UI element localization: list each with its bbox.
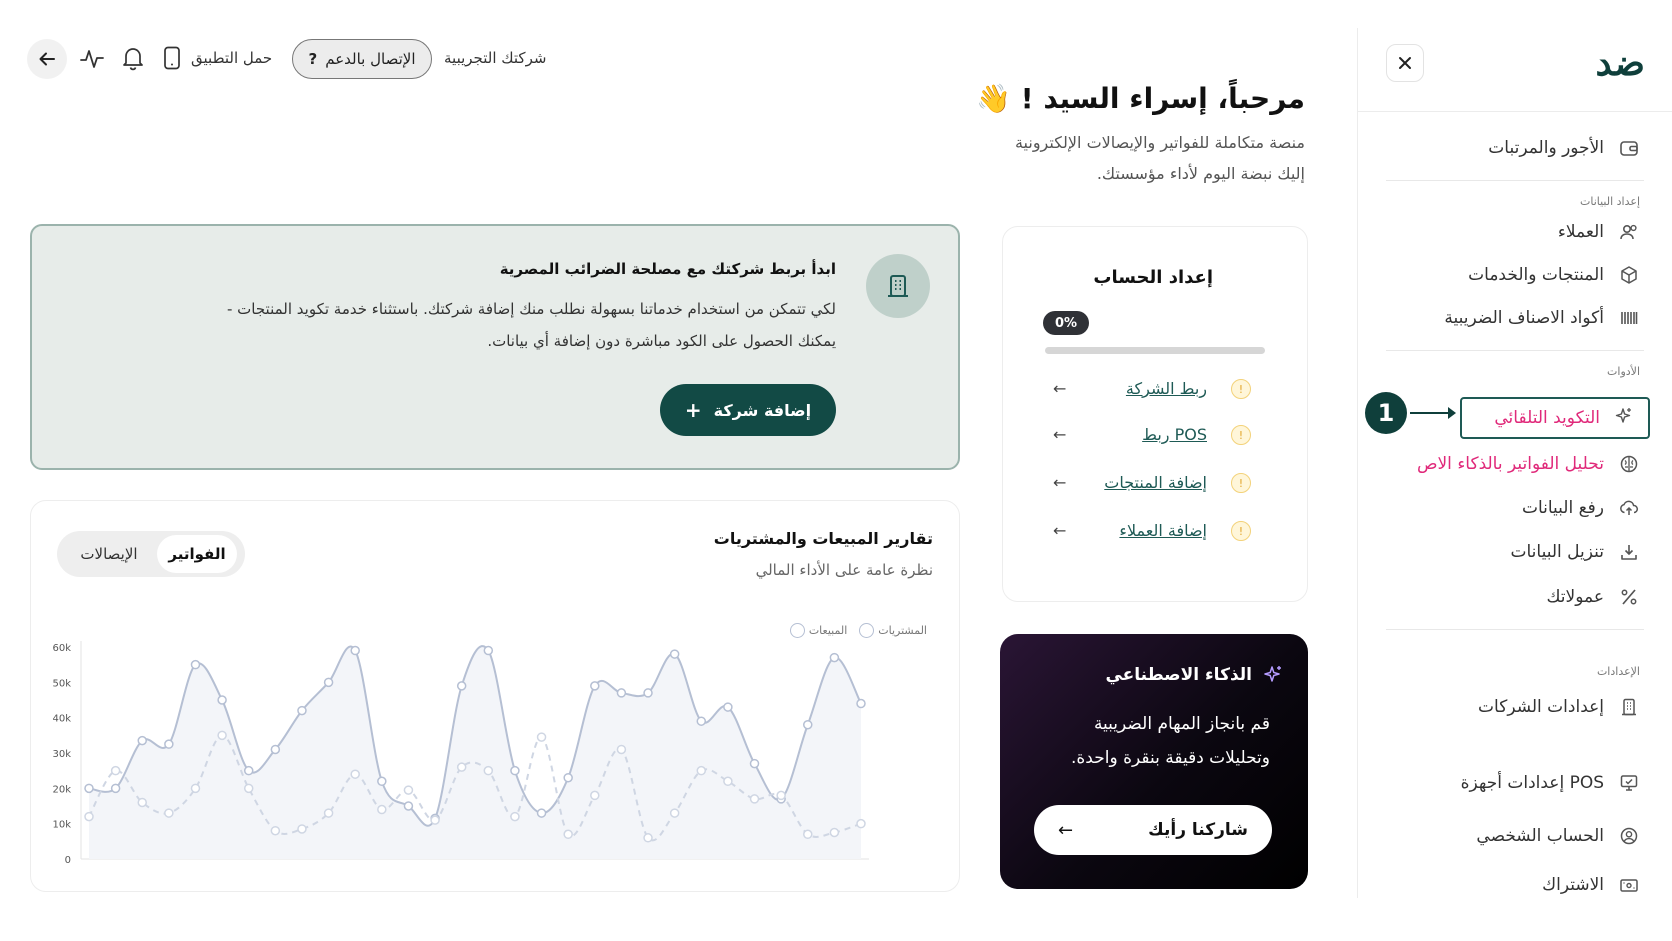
- question-icon: ?: [308, 50, 318, 68]
- data-point: [138, 737, 146, 745]
- data-point: [564, 774, 572, 782]
- data-point: [671, 809, 679, 817]
- data-point: [218, 731, 226, 739]
- download-icon: [1618, 541, 1640, 563]
- data-point: [484, 767, 492, 775]
- sidebar-item-label: الاشتراك: [1542, 875, 1604, 895]
- arrow-left-icon: ←: [1053, 425, 1067, 444]
- logo[interactable]: ضد: [1595, 42, 1645, 84]
- ai-card-title: الذكاء الاصطناعي: [1105, 665, 1252, 685]
- sidebar-item-label: الحساب الشخصي: [1476, 826, 1604, 846]
- sidebar-item-label: إعدادات الشركات: [1478, 697, 1604, 717]
- download-app-button[interactable]: [163, 46, 272, 70]
- back-button[interactable]: [27, 39, 67, 79]
- data-point: [724, 703, 732, 711]
- data-point: [644, 689, 652, 697]
- sidebar-item-label: تحليل الفواتير بالذكاء الاص: [1416, 454, 1604, 474]
- y-tick-label: 50k: [52, 678, 71, 690]
- phone-icon: [163, 46, 181, 70]
- data-point: [484, 647, 492, 655]
- data-point: [404, 802, 412, 810]
- sidebar-item-auto-coding[interactable]: [1460, 397, 1650, 439]
- data-point: [271, 745, 279, 753]
- arrow-left-icon: ←: [1053, 521, 1067, 540]
- data-point: [378, 777, 386, 785]
- banner-title: ابدأ بربط شركتك مع مصلحة الضرائب المصرية: [499, 260, 836, 278]
- series-area: [89, 646, 861, 859]
- tab-invoices[interactable]: الفواتير: [157, 535, 237, 573]
- activity-button[interactable]: [79, 46, 105, 76]
- data-point: [617, 689, 625, 697]
- download-app-label: حمل التطبيق: [191, 49, 273, 67]
- data-point: [85, 784, 93, 792]
- sidebar-item-label: المنتجات والخدمات: [1468, 265, 1604, 285]
- sparkle-icon: [1614, 406, 1634, 431]
- data-point: [857, 700, 865, 708]
- data-point: [325, 678, 333, 686]
- users-icon: [1618, 221, 1640, 243]
- data-point: [298, 825, 306, 833]
- data-point: [245, 767, 253, 775]
- activity-icon: [79, 46, 105, 72]
- step-label[interactable]: ربط POS: [1142, 425, 1207, 444]
- data-point: [830, 654, 838, 662]
- sales-chart: [31, 631, 931, 881]
- warning-icon: !: [1231, 473, 1251, 493]
- data-point: [458, 682, 466, 690]
- ai-card-title-row: [1105, 664, 1284, 686]
- y-tick-label: 60k: [52, 643, 71, 654]
- building-icon: [866, 254, 930, 318]
- sidebar-item-label: الأجور والمرتبات: [1488, 138, 1604, 158]
- data-point: [112, 767, 120, 775]
- sidebar-item-pos-settings[interactable]: [1461, 765, 1640, 801]
- data-point: [431, 816, 439, 824]
- add-company-label: إضافة شركة: [713, 400, 812, 420]
- share-feedback-button[interactable]: [1034, 805, 1272, 855]
- sidebar-item-label: التكويد التلقائي: [1494, 408, 1600, 428]
- report-title: تقارير المبيعات والمشتريات: [713, 529, 933, 548]
- warning-icon: !: [1231, 425, 1251, 445]
- banner-text-line-1: لكي تتمكن من استخدام خدماتنا بسهولة نطلب منك إضافة شركتك. باستثناء خدمة تكويد المنتجات -: [227, 300, 836, 318]
- data-point: [697, 717, 705, 725]
- close-icon: [1398, 56, 1412, 70]
- link-company-banner: [30, 224, 960, 470]
- close-sidebar-button[interactable]: [1386, 44, 1424, 82]
- data-point: [351, 770, 359, 778]
- sidebar-item-download-data[interactable]: [1510, 534, 1640, 570]
- company-switcher[interactable]: شركتك التجريبية: [444, 49, 547, 67]
- contact-support-label: الإتصال بالدعم: [325, 50, 416, 68]
- arrow-left-icon: ←: [1058, 819, 1074, 841]
- progress-bar: [1045, 347, 1265, 354]
- data-point: [511, 813, 519, 821]
- banner-text-line-2: يمكنك الحصول على الكود مباشرة دون إضافة أي بيانات.: [487, 332, 836, 350]
- data-point: [325, 809, 333, 817]
- box-icon: [1618, 264, 1640, 286]
- monitor-icon: [1618, 772, 1640, 794]
- plus-icon: +: [684, 398, 702, 422]
- data-point: [591, 791, 599, 799]
- wallet-icon: [1618, 137, 1640, 159]
- data-point: [112, 784, 120, 792]
- data-point: [298, 707, 306, 715]
- step-label[interactable]: إضافة العملاء: [1119, 521, 1207, 540]
- data-point: [564, 830, 572, 838]
- sidebar-item-label: عمولاتك: [1546, 587, 1604, 607]
- data-point: [617, 745, 625, 753]
- data-point: [404, 786, 412, 794]
- building-icon: [1618, 696, 1640, 718]
- welcome-subtitle-2: إليك نبضة اليوم لأداء مؤسستك.: [1096, 164, 1305, 183]
- ai-card: [1000, 634, 1308, 889]
- sidebar: [1357, 28, 1672, 898]
- warning-icon: !: [1231, 379, 1251, 399]
- sidebar-item-subscription[interactable]: [1542, 867, 1640, 903]
- arrow-left-icon: [38, 50, 56, 68]
- sidebar-header: [1358, 28, 1672, 112]
- sidebar-item-customers[interactable]: [1558, 214, 1640, 250]
- sidebar-item-company-settings[interactable]: [1478, 689, 1640, 725]
- step-label[interactable]: ربط الشركة: [1125, 379, 1207, 398]
- report-tabs: [57, 531, 245, 577]
- sidebar-item-ai-invoice-analysis[interactable]: [1417, 446, 1640, 482]
- sparkle-icon: [1262, 664, 1284, 686]
- sidebar-item-label: تنزيل البيانات: [1510, 542, 1604, 562]
- account-setup-title: إعداد الحساب: [1093, 267, 1213, 288]
- progress-badge: 0%: [1043, 311, 1089, 335]
- data-point: [830, 829, 838, 837]
- sidebar-item-personal-account[interactable]: [1476, 818, 1640, 854]
- setup-step-link-pos[interactable]: [1003, 425, 1307, 455]
- data-point: [165, 740, 173, 748]
- setup-step-add-products[interactable]: [1003, 473, 1307, 503]
- data-point: [804, 830, 812, 838]
- sidebar-item-upload-data[interactable]: [1522, 490, 1640, 526]
- step-marker-badge: 1: [1365, 392, 1407, 434]
- section-label-tools: الأدوات: [1607, 365, 1640, 378]
- section-label-settings: الإعدادات: [1596, 665, 1640, 678]
- y-tick-label: 40k: [52, 713, 71, 725]
- data-point: [538, 733, 546, 741]
- contact-support-button[interactable]: [292, 39, 432, 79]
- data-point: [777, 791, 785, 799]
- sales-report-card: [30, 500, 960, 892]
- data-point: [218, 696, 226, 704]
- data-point: [538, 809, 546, 817]
- add-company-button[interactable]: [660, 384, 836, 436]
- legend-label: المشتريات: [878, 624, 927, 637]
- setup-step-add-customers[interactable]: [1003, 521, 1307, 551]
- arrow-left-icon: ←: [1053, 473, 1067, 492]
- data-point: [804, 721, 812, 729]
- data-point: [271, 827, 279, 835]
- sidebar-item-label: العملاء: [1557, 222, 1604, 242]
- marker-arrow-icon: [1410, 403, 1460, 423]
- tab-receipts[interactable]: الإيصالات: [80, 545, 138, 563]
- sidebar-item-products[interactable]: [1468, 257, 1640, 293]
- ai-card-line-2: وتحليلات دقيقة بنقرة واحدة.: [1071, 748, 1270, 768]
- upload-icon: [1618, 497, 1640, 519]
- arrow-left-icon: ←: [1053, 379, 1067, 398]
- divider: [1386, 180, 1644, 181]
- data-point: [591, 682, 599, 690]
- share-feedback-label: شاركنا رأيك: [1148, 820, 1248, 840]
- data-point: [458, 763, 466, 771]
- data-point: [191, 784, 199, 792]
- data-point: [671, 650, 679, 658]
- data-point: [191, 661, 199, 669]
- account-setup-card: [1002, 226, 1308, 602]
- data-point: [138, 798, 146, 806]
- ai-card-line-1: قم بانجاز المهام الضريبية: [1093, 714, 1270, 734]
- percent-icon: [1618, 586, 1640, 608]
- brain-icon: [1618, 453, 1640, 475]
- data-point: [697, 767, 705, 775]
- card-icon: [1618, 874, 1640, 896]
- data-point: [857, 820, 865, 828]
- data-point: [85, 813, 93, 821]
- data-point: [245, 784, 253, 792]
- divider: [1386, 629, 1644, 630]
- data-point: [724, 777, 732, 785]
- data-point: [165, 809, 173, 817]
- step-label[interactable]: إضافة المنتجات: [1104, 473, 1207, 492]
- sidebar-item-commissions[interactable]: [1546, 579, 1640, 615]
- sidebar-item-tax-codes[interactable]: [1444, 300, 1640, 336]
- data-point: [751, 760, 759, 768]
- data-point: [644, 834, 652, 842]
- sidebar-item-payroll[interactable]: [1488, 130, 1640, 166]
- data-point: [511, 767, 519, 775]
- wave-emoji: 👋: [976, 82, 1012, 115]
- legend-label: المبيعات: [808, 624, 848, 637]
- data-point: [751, 795, 759, 803]
- notifications-button[interactable]: [121, 45, 145, 75]
- divider: [1386, 350, 1644, 351]
- report-subtitle: نظرة عامة على الأداء المالي: [755, 561, 933, 579]
- sidebar-item-label: إعدادات أجهزة POS: [1460, 773, 1604, 793]
- barcode-icon: [1618, 307, 1640, 329]
- warning-icon: !: [1231, 521, 1251, 541]
- sidebar-item-label: أكواد الاصناف الضريبية: [1444, 308, 1604, 328]
- y-tick-label: 30k: [52, 749, 71, 760]
- welcome-title: [976, 82, 1305, 115]
- setup-step-link-company[interactable]: [1003, 379, 1307, 409]
- welcome-title-text: مرحباً، إسراء السيد !: [1020, 82, 1305, 115]
- bell-icon: [121, 45, 145, 71]
- section-label-data-setup: إعداد البيانات: [1579, 195, 1640, 208]
- y-tick-label: 0: [64, 855, 71, 866]
- y-tick-label: 20k: [52, 784, 71, 796]
- data-point: [378, 806, 386, 814]
- welcome-subtitle-1: منصة متكاملة للفواتير والإيصالات الإلكترونية: [1014, 133, 1305, 152]
- sidebar-item-label: رفع البيانات: [1521, 498, 1604, 518]
- y-tick-label: 10k: [52, 819, 71, 831]
- data-point: [351, 647, 359, 655]
- user-circle-icon: [1618, 825, 1640, 847]
